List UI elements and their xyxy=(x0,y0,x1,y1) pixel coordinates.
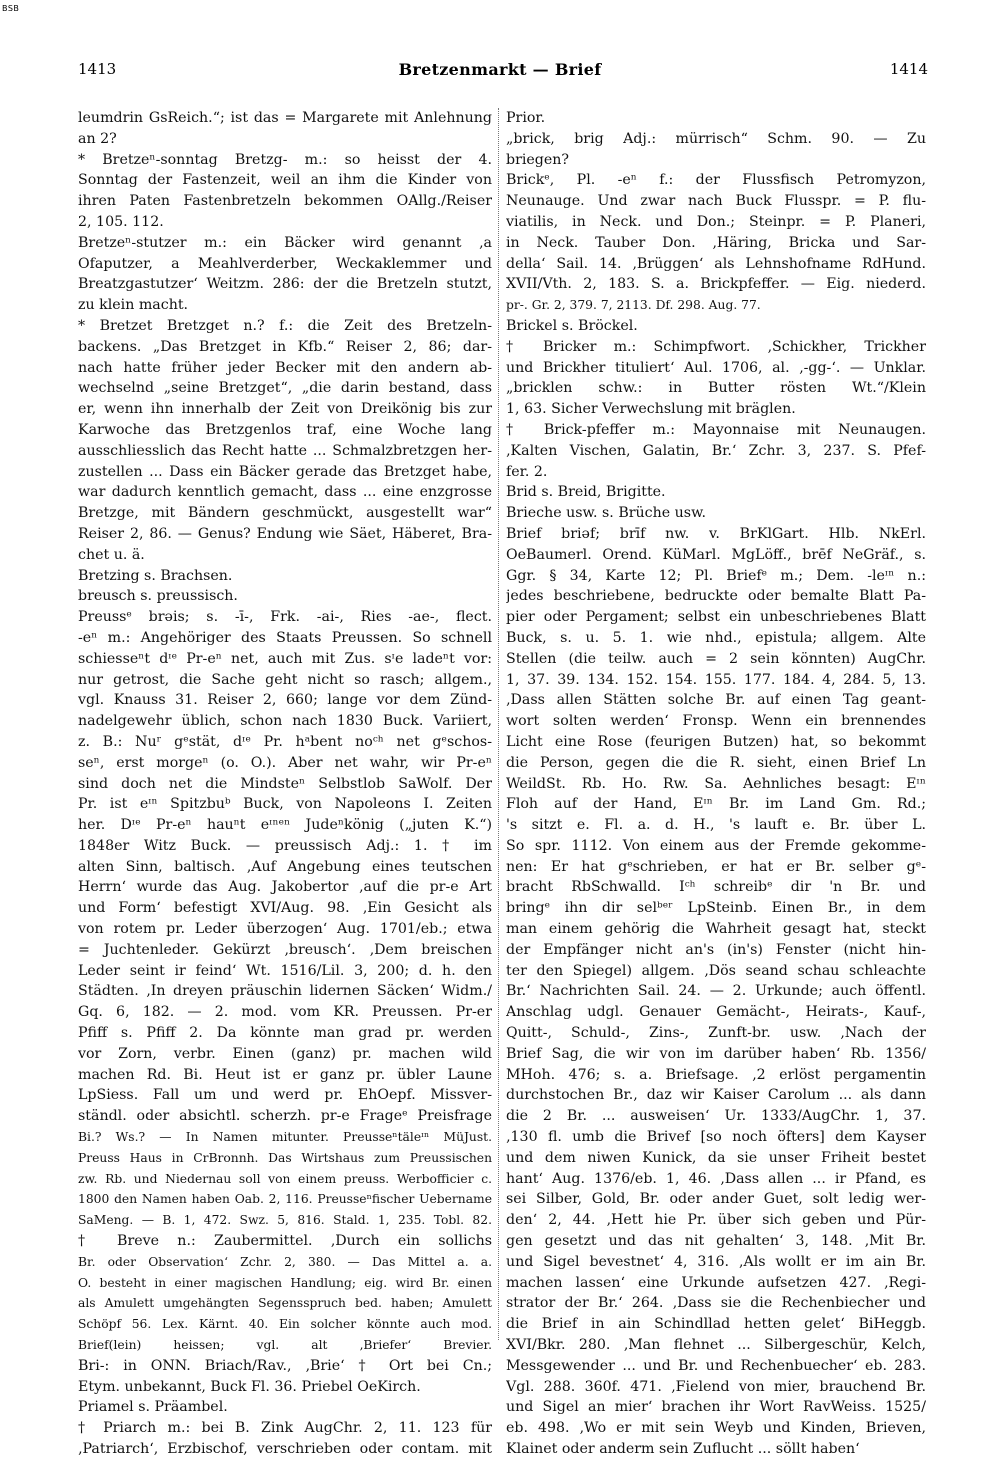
text-line: Ofaputzer, a Meahlverderber, Weckaklemmer und xyxy=(78,255,492,272)
right-column xyxy=(506,108,926,1460)
left-page-number: 1413 xyxy=(78,60,117,78)
text-line: an 2? xyxy=(78,130,117,147)
text-line: ‚130 fl. umb die Brivef [so noch öfters] dem Kayser xyxy=(506,1129,926,1146)
text-line: Preussᵉ brəis; s. -ī-, Frk. -ai-, Ries -ae-, flect. xyxy=(78,609,492,626)
text-line: Stellen (die teilw. auch = 2 sein könnten) AugChr. xyxy=(506,650,926,667)
text-line: und Form‘ befestigt XVI/Aug. 98. ‚Ein Gesicht als xyxy=(78,900,492,917)
text-line: die 2 Br. ... ausweisen‘ Ur. 1333/AugChr. 1, 37. xyxy=(506,1108,926,1125)
text-line: MHoh. 476; s. a. Briefsage. ‚2 erlöst pergamentin xyxy=(506,1066,926,1083)
text-line: „brick, brig Adj.: mürrisch“ Schm. 90. — Zu xyxy=(506,130,926,147)
running-title: Bretzenmarkt — Brief xyxy=(398,60,602,79)
text-line: Breatzgastutzer‘ Weitzm. 286: der die Bretzeln stutzt, xyxy=(78,276,492,293)
text-line: die Brief in ain Schindllad hetten gelet‘ BiHeggb. xyxy=(506,1316,926,1333)
text-line: XVII/Vth. 2, 183. S. a. Brickpfeffer. — Eig. niederd. xyxy=(506,276,926,293)
text-line: war dadurch kenntlich gemacht, dass ... eine enzgrosse xyxy=(78,484,492,501)
text-line: machen Rd. Bi. Heut ist er ganz pr. übler Laune xyxy=(78,1066,492,1083)
text-line: Gq. 6, 182. — 2. mod. vom KR. Preussen. Pr-er xyxy=(78,1004,492,1021)
text-line: zw. Rb. und Niedernau soll von einem preuss. Werbofficier c. xyxy=(78,1171,492,1186)
text-line: XVI/Bkr. 280. ‚Man flehnet ... Silbergeschür, Kelch, xyxy=(506,1337,926,1354)
text-line: Pfiff s. Pfiff 2. Da könnte man grad pr. werden xyxy=(78,1025,492,1042)
text-line: ‚Kalten Vischen, Galatin, Br.‘ Zchr. 3, 237. S. Pfef- xyxy=(506,442,926,459)
text-line: 2, 105. 112. xyxy=(78,213,164,230)
text-line: † Priarch m.: bei B. Zink AugChr. 2, 11. 123 für xyxy=(78,1420,492,1437)
text-line: Br. oder Observation‘ Zchr. 2, 380. — Das Mittel a. a. xyxy=(78,1254,492,1269)
text-line: machen lassen‘ eine Urkunde aufsetzen 427. ‚Regi- xyxy=(506,1274,926,1291)
text-line: ständl. oder absichtl. scherzh. pr-e Frageᵉ Preisfrage xyxy=(78,1108,492,1125)
text-line: fer. 2. xyxy=(506,463,548,480)
text-line: er, wenn ihn innerhalb der Zeit von Dreikönig bis zur xyxy=(78,401,492,418)
text-line: bringᵉ ihn dir selᵇᵉʳ LpSteinb. Einen Br., in dem xyxy=(506,900,926,917)
text-line: her. Dᶦᵉ Pr-eⁿ hauⁿt eᶦⁿᵉⁿ Judeⁿkönig („juten K.“) xyxy=(78,817,492,834)
text-line: 's sitzt e. Fl. a. d. H., 's lauft e. Br. über L. xyxy=(506,817,926,834)
text-line: durchstochen Br., daz wir Kaiser Carolum ... als dann xyxy=(506,1087,926,1104)
text-line: nur getrost, die Sache geht nicht so rasch; allgem., xyxy=(78,671,492,688)
library-stamp: BSB xyxy=(2,4,20,13)
text-line: Klainet oder anderm sein Zuflucht ... söllt haben‘ xyxy=(506,1441,860,1457)
text-line: alten Sinn, baltisch. ‚Auf Angebung eines teutschen xyxy=(78,858,492,875)
text-line: den‘ 2, 44. ‚Hett hie Pr. über sich geben und Pür- xyxy=(506,1212,926,1229)
text-line: Bretzge, mit Bändern geschmückt, ausgestellt war“ xyxy=(78,505,492,522)
text-line: breusch s. preussisch. xyxy=(78,588,238,605)
text-line: vor Zorn, verbr. Einen (ganz) pr. machen wild xyxy=(78,1045,492,1062)
text-line: ihren Paten Fastenbretzeln bekommen OAllg./Reiser xyxy=(78,193,492,210)
text-line: gen gesetzt und das nit gehalten‘ 3, 148. ‚Mit Br. xyxy=(506,1233,926,1250)
text-line: Buck, s. u. 5. 1. wie nhd., epistula; allgem. Alte xyxy=(506,629,926,646)
text-line: Anschlag udgl. Genauer Gemächt-, Heirats-, Kauf-, xyxy=(506,1004,926,1021)
text-line: und Brickher tituliert‘ Aul. 1706, al. ‚-gg-‘. — Unklar. xyxy=(506,359,926,376)
text-line: z. B.: Nuʳ gᵉstät, dᶦᵉ Pr. hᵃbent noᶜʰ net gᵉschos- xyxy=(78,733,492,750)
text-line: jedes beschriebene, bedruckte oder bemalte Blatt Pa- xyxy=(506,588,926,605)
text-line: ‚Patriarch‘, Erzbischof, verschrieben oder contam. mit xyxy=(78,1441,492,1457)
text-line: und Sigel bevestnet‘ 4, 316. ‚Als wollt er im ain Br. xyxy=(506,1253,926,1270)
text-line: LpSiess. Fall um und werd pr. EhOepf. Missver- xyxy=(78,1087,492,1104)
text-line: Sonntag der Fastenzeit, weil an ihm die Kinder von xyxy=(78,172,492,189)
text-line: und dem niwen Kunick, da sie unser Friheit bestet xyxy=(506,1149,926,1166)
text-line: Bretzeⁿ-stutzer m.: ein Bäcker wird genannt ‚a xyxy=(78,234,492,251)
text-line: pr-. Gr. 2, 379. 7, 2113. Df. 298. Aug. 77. xyxy=(506,298,761,313)
text-line: Vgl. 288. 360f. 471. ‚Fielend von mier, brauchend Br. xyxy=(506,1378,926,1395)
text-line: Städten. ‚In dreyen präuschin lidernen Säcken‘ Widm./ xyxy=(78,983,492,1000)
text-line: der Empfänger nicht an's (in's) Fenster (nicht hin- xyxy=(506,941,926,958)
text-line: Brickᵉ, Pl. -eⁿ f.: der Flussfisch Petromyzon, xyxy=(506,172,926,189)
text-line: strator der Br.‘ 264. ‚Dass sie die Rechenbiecher und xyxy=(506,1295,926,1312)
text-line: ter den Spiegel) allgem. ‚Dös seand schau schleachte xyxy=(506,962,926,979)
text-line: Pr. ist eᶦⁿ Spitzbuᵇ Buck, von Napoleons I. Zeiten xyxy=(78,796,492,813)
text-line: chet u. ä. xyxy=(78,546,145,563)
text-line: della‘ Sail. 14. ‚Brüggen‘ als Lehnshofname RdHund. xyxy=(506,255,926,272)
right-page-number: 1414 xyxy=(889,60,928,78)
text-line: Karwoche das Bretzgenlos traf, eine Woche lang xyxy=(78,421,492,438)
text-line: Schöpf 56. Lex. Kärnt. 40. Ein solcher könnte auch mod. xyxy=(78,1317,492,1332)
text-line: -eⁿ m.: Angehöriger des Staats Preussen. So schnell xyxy=(78,629,492,646)
text-line: † Brick-pfeffer m.: Mayonnaise mit Neunaugen. xyxy=(506,421,926,438)
text-line: Priamel s. Präambel. xyxy=(78,1399,228,1416)
text-line: Leder seint ir feind‘ Wt. 1516/Lil. 3, 200; d. h. den xyxy=(78,962,492,979)
text-line: Bri-: in ONN. Briach/Rav., ‚Brie‘ † Ort bei Cn.; xyxy=(78,1357,492,1374)
text-line: Quitt-, Schuld-, Zins-, Zunft-br. usw. ‚Nach der xyxy=(506,1025,926,1042)
text-line: Licht eine Rose (feurigen Butzen) hat, so bekommt xyxy=(506,733,926,750)
text-line: sind doch net die Mindsteⁿ Selbstlob SaWolf. Der xyxy=(78,775,492,792)
text-line: Bretzing s. Brachsen. xyxy=(78,567,233,584)
text-line: von rotem pr. Leder überzogen‘ Aug. 1701/eb.; etwa xyxy=(78,921,492,938)
text-line: Neunauge. Und zwar nach Buck Flusspr. = P. flu- xyxy=(506,193,926,210)
text-line: nach hatte früher jeder Becker mit den andern ab- xyxy=(78,359,492,376)
text-line: ausschliesslich das Recht hatte ... Schmalzbretzgen her- xyxy=(78,442,492,459)
text-line: hant‘ Aug. 1376/eb. 1, 46. ‚Dass allen ... ir Pfand, es xyxy=(506,1170,926,1187)
text-line: Floh auf der Hand, Eᶦⁿ Br. im Land Gm. Rd.; xyxy=(506,796,926,813)
text-line: So spr. 1112. Von einem aus der Fremde gekomme- xyxy=(506,837,926,854)
text-line: eb. 498. ‚Wo er mit sein Weyb und Kinden, Brieven, xyxy=(506,1420,926,1437)
text-line: * Bretzet Bretzget n.? f.: die Zeit des Bretzeln- xyxy=(78,317,492,334)
text-line: viatilis, in Neck. und Don.; Steinpr. = P. Planeri, xyxy=(506,213,926,230)
text-line: 1, 63. Sicher Verwechslung mit bräglen. xyxy=(506,401,796,418)
text-line: und Sigel an mier‘ brachen ihr Wort RavWeiss. 1525/ xyxy=(506,1399,926,1416)
text-line: † Bricker m.: Schimpfwort. ‚Schickher, Trickher xyxy=(506,338,926,355)
text-line: backens. „Das Bretzget in Kfb.“ Reiser 2, 86; dar- xyxy=(78,338,492,355)
text-line: Preuss Haus in CrBronnh. Das Wirtshaus zum Preussischen xyxy=(78,1150,492,1165)
text-line: SaMeng. — B. 1, 472. Swz. 5, 816. Stald. 1, 235. Tobl. 82. xyxy=(78,1213,492,1228)
text-line: seⁿ, erst morgeⁿ (o. O.). Aber net wahr, wir Pr-eⁿ xyxy=(78,754,492,771)
text-line: zu klein macht. xyxy=(78,297,189,314)
text-line: Reiser 2, 86. — Genus? Endung wie Säet, Häberet, Bra- xyxy=(78,525,492,542)
text-line: Ggr. § 34, Karte 12; Pl. Briefᵉ m.; Dem. -leᶦⁿ n.: xyxy=(506,567,926,584)
text-line: Brid s. Breid, Brigitte. xyxy=(506,484,666,501)
text-line: Messgewender ... und Br. und Rechenbuecher‘ eb. 283. xyxy=(506,1357,926,1374)
text-line: Brief briəf; brīf nw. v. BrKlGart. Hlb. NkErl. xyxy=(506,525,926,542)
text-line: 1848er Witz Buck. — preussisch Adj.: 1. † im xyxy=(78,837,492,854)
text-line: die Person, gegen die die R. sieht, einen Brief Ln xyxy=(506,754,926,771)
left-column xyxy=(78,108,492,1460)
text-line: briegen? xyxy=(506,151,570,168)
text-line: Brieche usw. s. Brüche usw. xyxy=(506,505,707,522)
text-line: Brief(lein) heissen; vgl. alt ‚Briefer‘ Brevier. xyxy=(78,1338,492,1353)
text-line: nen: Er hat gᵉschrieben, er hat er Br. selber gᵉ- xyxy=(506,858,926,875)
text-line: wort solten werden‘ Fronsp. Wenn ein brennendes xyxy=(506,713,926,730)
column-divider xyxy=(498,108,499,1340)
text-line: WeildSt. Rb. Ho. Rw. Sa. Aehnliches besagt: Eᶦⁿ xyxy=(506,775,926,792)
text-line: Brickel s. Bröckel. xyxy=(506,317,638,334)
text-line: bracht RbSchwalld. Iᶜʰ schreibᵉ dir 'n Br. und xyxy=(506,879,926,896)
text-line: * Bretzeⁿ-sonntag Bretzg- m.: so heisst der 4. xyxy=(78,151,492,168)
text-line: Etym. unbekannt, Buck Fl. 36. Priebel OeKirch. xyxy=(78,1378,421,1395)
text-line: sei Silber, Gold, Br. oder ander Guet, solt ledig wer- xyxy=(506,1191,926,1208)
text-line: vgl. Knauss 31. Reiser 2, 660; lange vor dem Zünd- xyxy=(78,692,492,709)
text-line: ‚Dass allen Stätten solche Br. auf einen Tag geant- xyxy=(506,692,926,709)
text-line: zustellen ... Dass ein Bäcker gerade das Bretzget habe, xyxy=(78,463,492,480)
text-line: Br.‘ Nachrichten Sail. 24. — 2. Urkunde; auch öffentl. xyxy=(506,983,926,1000)
text-line: in Neck. Tauber Don. ‚Häring, Bricka und Sar- xyxy=(506,234,926,251)
text-line: † Breve n.: Zaubermittel. ‚Durch ein sollichs xyxy=(78,1233,492,1250)
text-line: wechselnd „seine Bretzget“, „die darin bestand, dass xyxy=(78,380,492,397)
text-line: OeBaumerl. Orend. KüMarl. MgLöff., brēf NeGräf., s. xyxy=(506,546,926,563)
text-line: Prior. xyxy=(506,110,546,126)
text-line: leumdrin GsReich.“; ist das = Margarete mit Anlehnung xyxy=(78,110,492,126)
text-line: schiesseⁿt dᶦᵉ Pr-eⁿ net, auch mit Zus. sᶦe ladeⁿt vor: xyxy=(78,650,492,667)
text-line: als Amulett umgehängten Segensspruch bed. haben; Amulett xyxy=(78,1296,492,1311)
text-line: pier oder Pergament; selbst ein unbeschriebenes Blatt xyxy=(506,609,926,626)
text-line: nadelgewehr üblich, schon nach 1830 Buck. Variiert, xyxy=(78,713,492,730)
text-line: O. besteht in einer magischen Handlung; eig. wird Br. einen xyxy=(78,1275,492,1290)
text-line: man einem gehörig die Wahrheit gesagt hat, steckt xyxy=(506,921,926,938)
text-line: Brief Sag, die wir von im darüber haben‘ Rb. 1356/ xyxy=(506,1045,926,1062)
text-line: 1, 37. 39. 134. 152. 154. 155. 177. 184. 4, 284. 5, 13. xyxy=(506,671,926,688)
text-line: = Juchtenleder. Gekürzt ‚breusch‘. ‚Dem breischen xyxy=(78,941,492,958)
text-line: 1800 den Namen haben Oab. 2, 116. Preusseⁿfischer Uebername xyxy=(78,1192,492,1207)
text-line: „bricklen schw.: in Butter rösten Wt.“/Klein xyxy=(506,380,926,397)
text-line: Bi.? Ws.? — In Namen mitunter. Preusseⁿtäleᶦⁿ MüJust. xyxy=(78,1130,492,1145)
text-line: Herrn‘ wurde das Aug. Jakobertor ‚auf die pr-e Art xyxy=(78,879,492,896)
